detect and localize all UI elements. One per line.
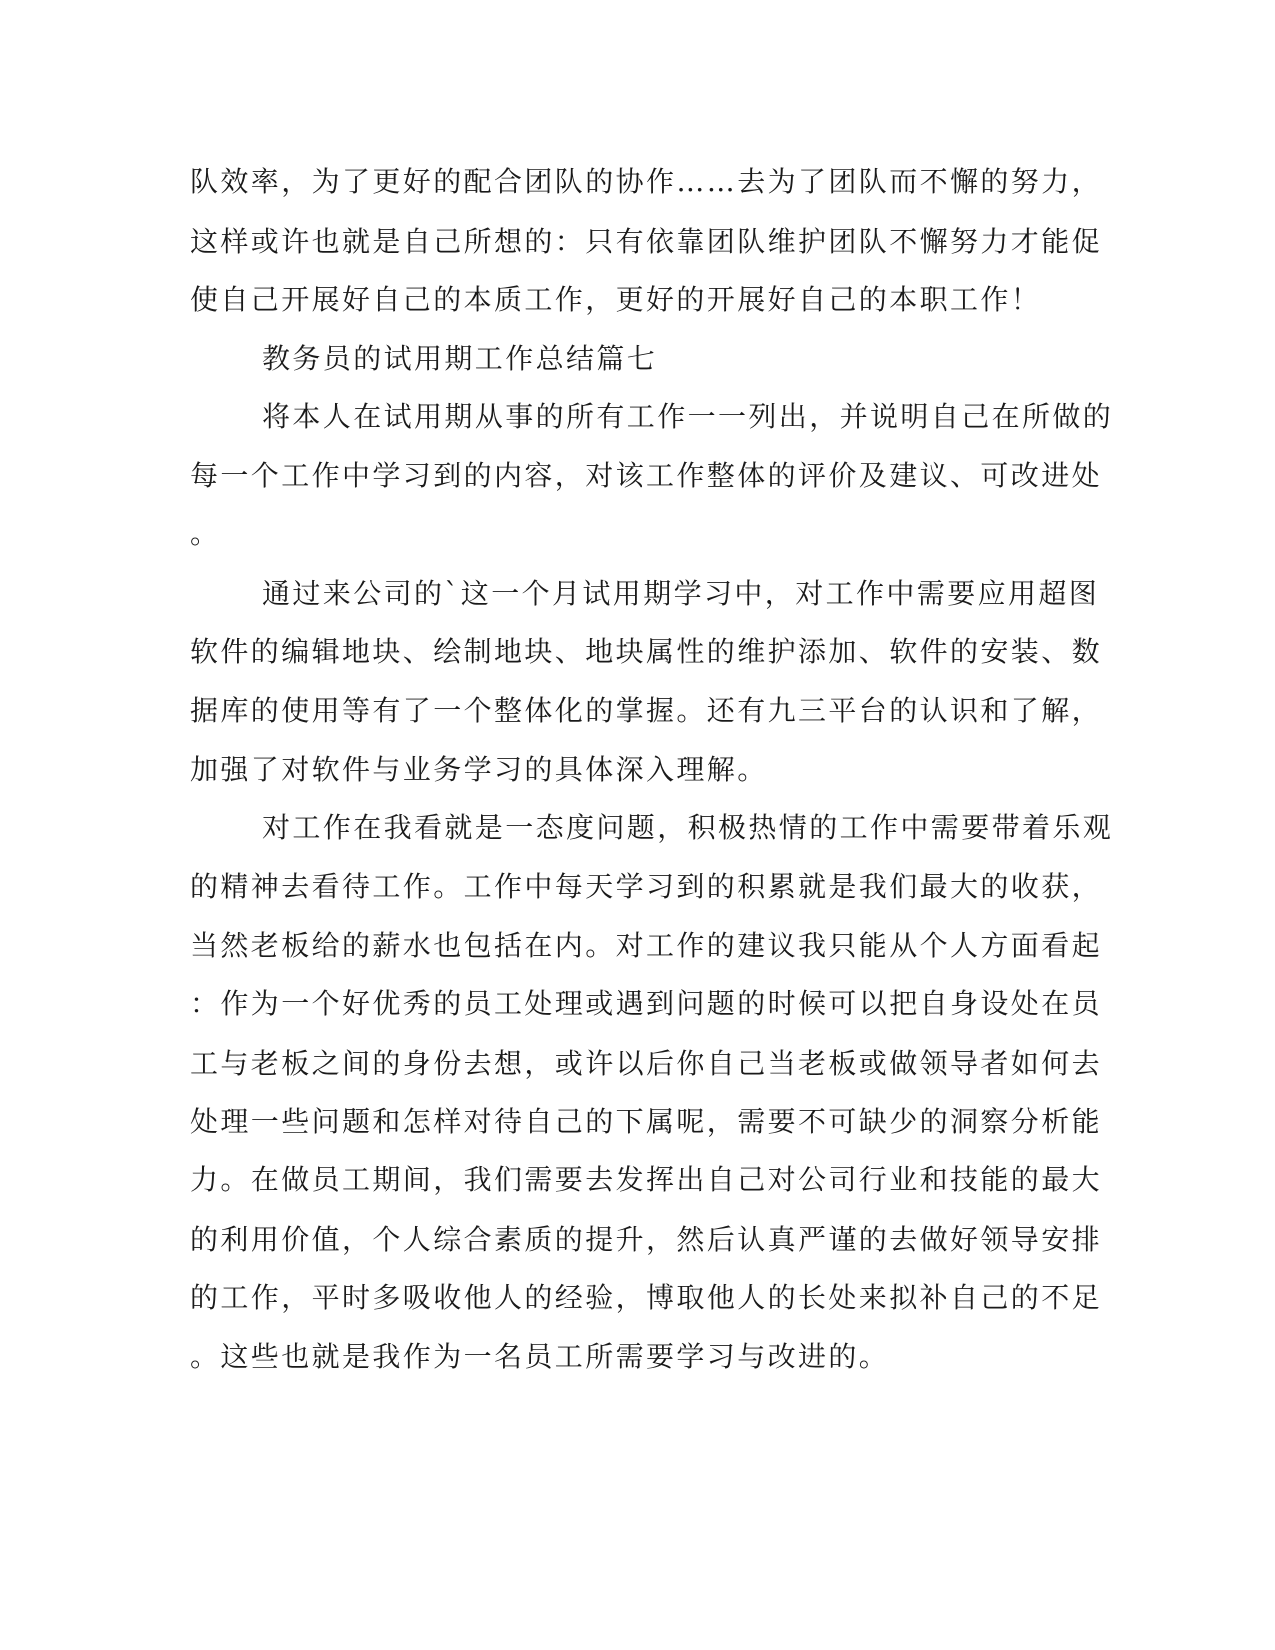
text-line: 通过来公司的`这一个月试用期学习中，对工作中需要应用超图: [262, 577, 1100, 610]
text-line: 处理一些问题和怎样对待自己的下属呢，需要不可缺少的洞察分析能: [190, 1105, 1103, 1138]
text-line: 工与老板之间的身份去想，或许以后你自己当老板或做领导者如何去: [190, 1047, 1103, 1080]
text-line: 的工作，平时多吸收他人的经验，博取他人的长处来拟补自己的不足: [190, 1281, 1103, 1314]
text-line: 加强了对软件与业务学习的具体深入理解。: [190, 753, 768, 786]
text-line: 的利用价值，个人综合素质的提升，然后认真严谨的去做好领导安排: [190, 1223, 1103, 1256]
text-line: 队效率，为了更好的配合团队的协作……去为了团队而不懈的努力，: [190, 165, 1103, 198]
text-line: ：作为一个好优秀的员工处理或遇到问题的时候可以把自身设处在员: [190, 987, 1103, 1020]
text-line: 。这些也就是我作为一名员工所需要学习与改进的。: [190, 1340, 890, 1373]
text-line: 使自己开展好自己的本质工作，更好的开展好自己的本职工作！: [190, 283, 1042, 316]
text-line: 将本人在试用期从事的所有工作一一列出，并说明自己在所做的: [262, 400, 1114, 433]
text-line: 据库的使用等有了一个整体化的掌握。还有九三平台的认识和了解，: [190, 694, 1103, 727]
text-line: 当然老板给的薪水也包括在内。对工作的建议我只能从个人方面看起: [190, 929, 1103, 962]
section-heading: 教务员的试用期工作总结篇七: [262, 342, 658, 375]
text-line: 软件的编辑地块、绘制地块、地块属性的维护添加、软件的安装、数: [190, 635, 1103, 668]
text-line: 。: [190, 517, 221, 550]
text-line: 对工作在我看就是一态度问题，积极热情的工作中需要带着乐观: [262, 811, 1114, 844]
text-line: 这样或许也就是自己所想的：只有依靠团队维护团队不懈努力才能促: [190, 225, 1103, 258]
text-line: 力。在做员工期间，我们需要去发挥出自己对公司行业和技能的最大: [190, 1163, 1103, 1196]
text-line: 每一个工作中学习到的内容，对该工作整体的评价及建议、可改进处: [190, 459, 1103, 492]
text-line: 的精神去看待工作。工作中每天学习到的积累就是我们最大的收获，: [190, 870, 1103, 903]
